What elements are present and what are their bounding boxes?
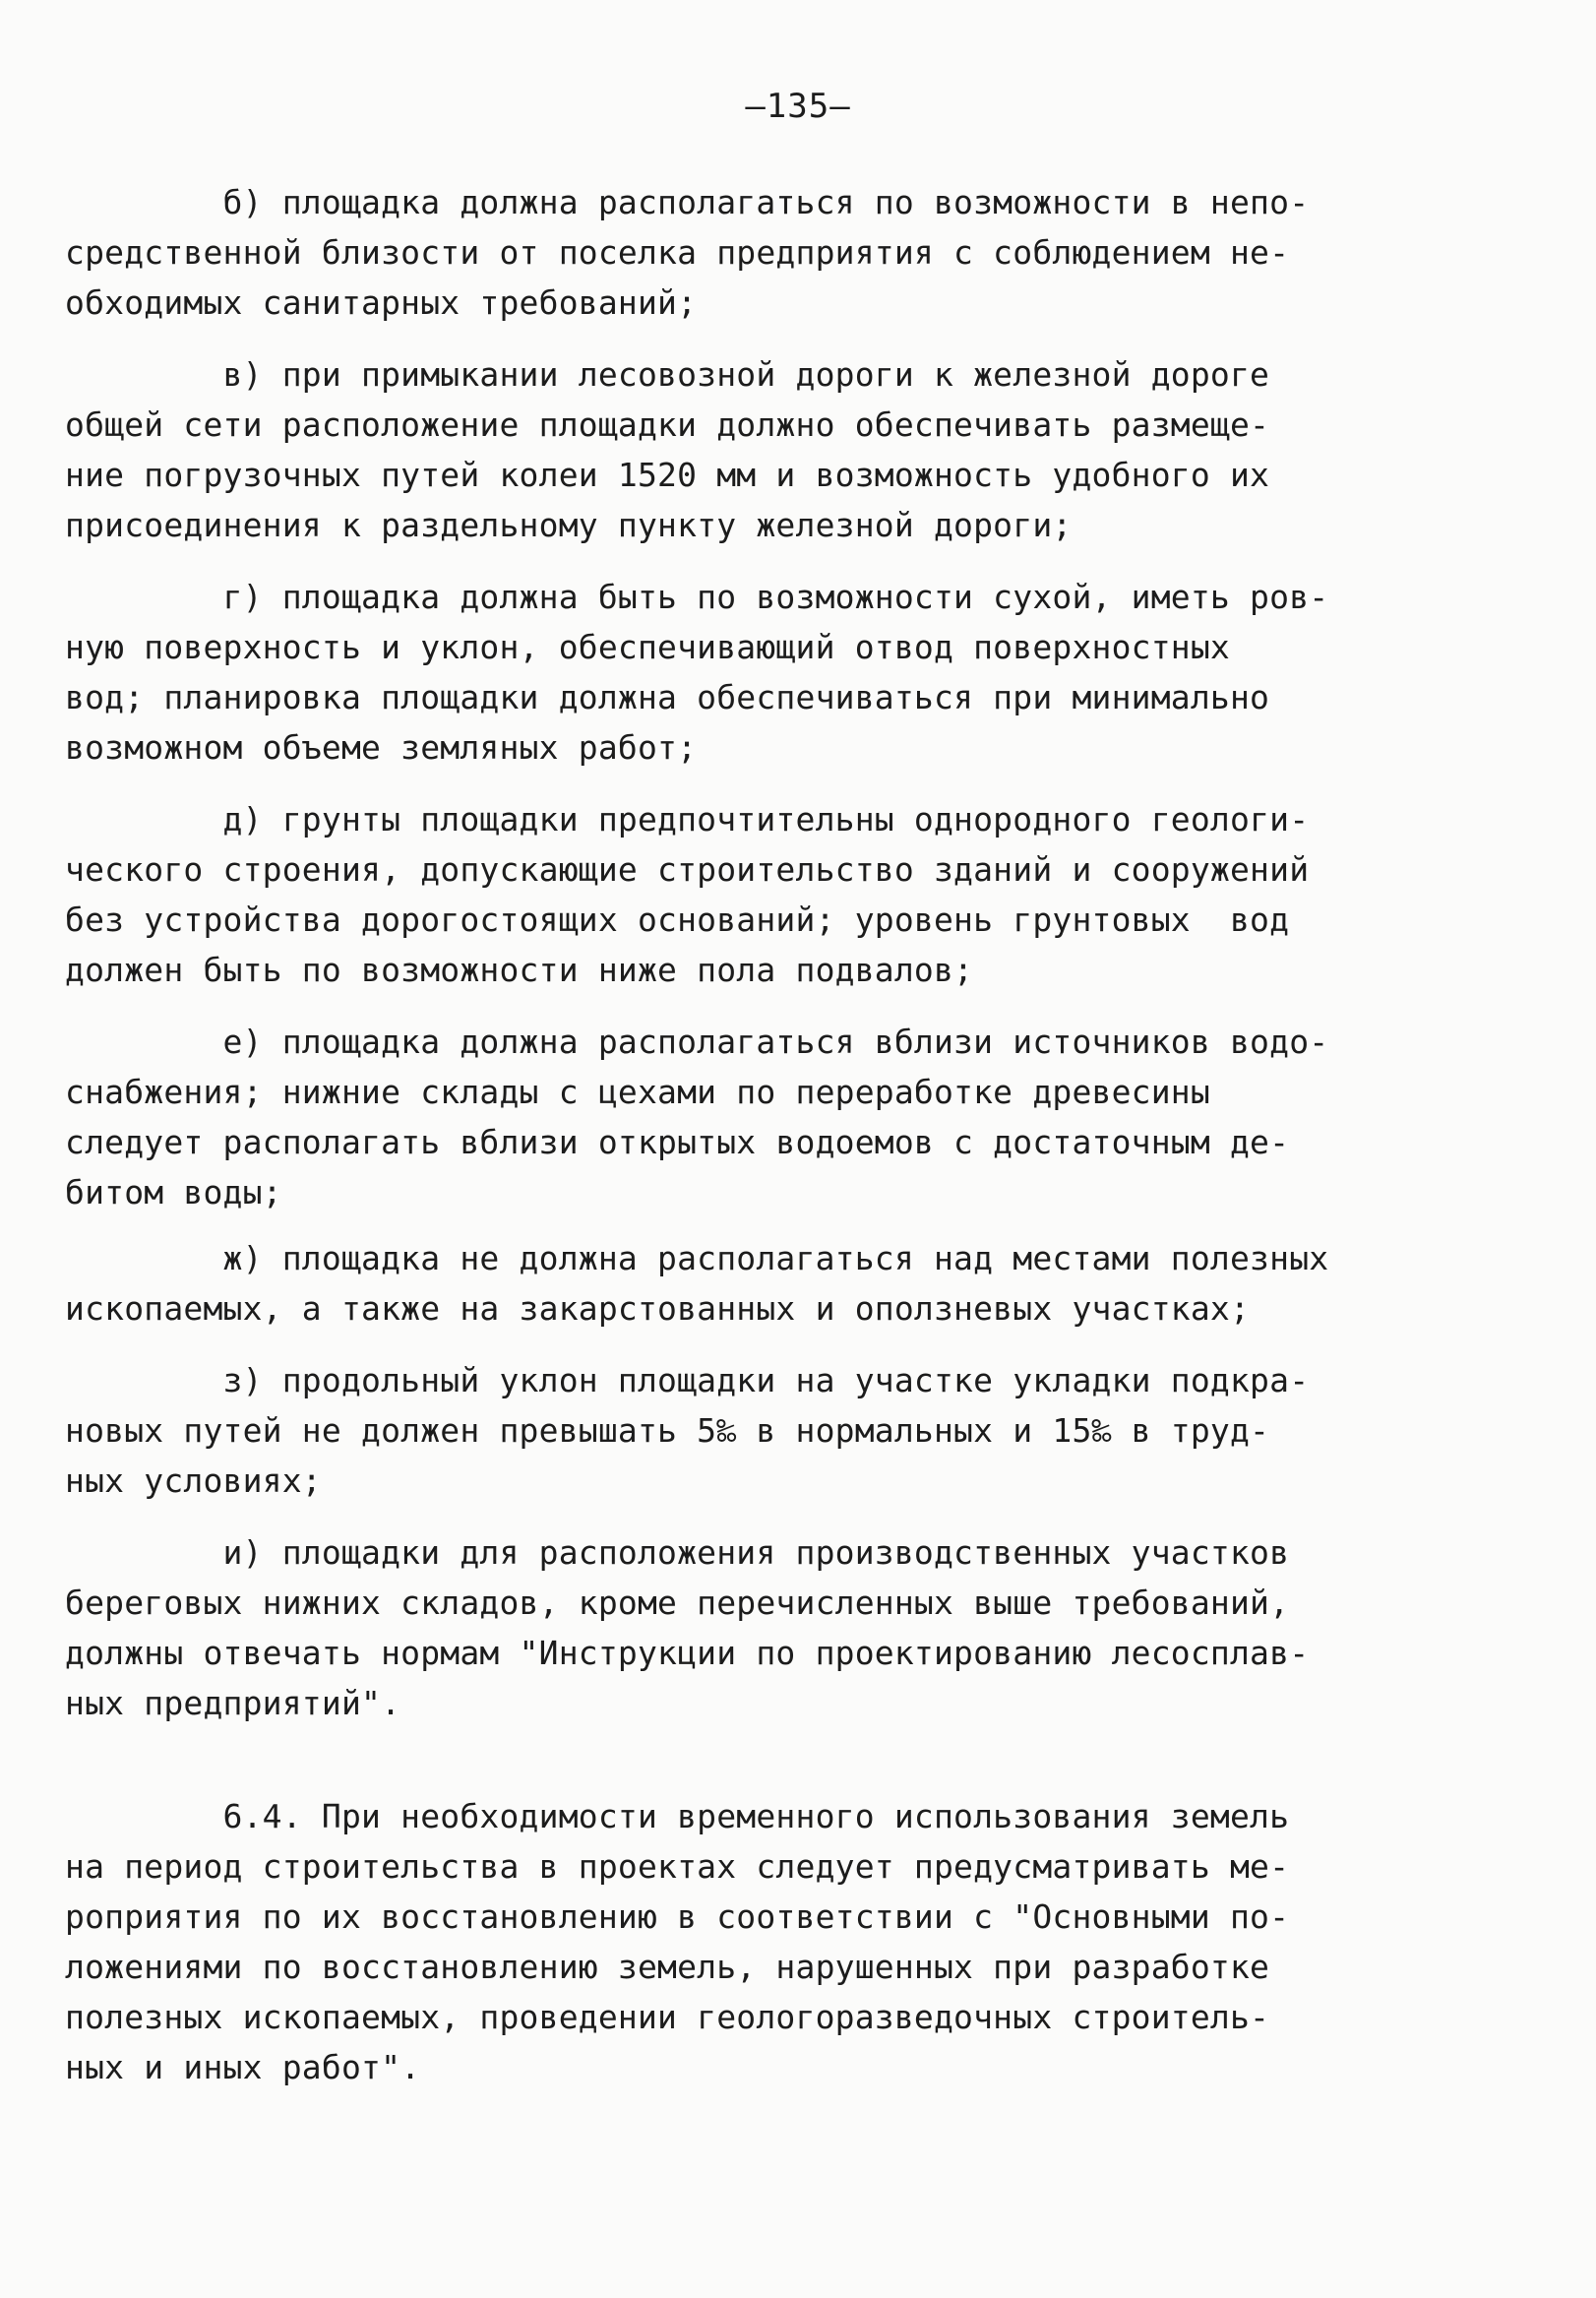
text-line: б) площадка должна располагаться по возможности в непо- bbox=[65, 183, 1310, 221]
document-body bbox=[65, 177, 1403, 2092]
text-line: ных условиях; bbox=[65, 1461, 322, 1500]
text-line: следует располагать вблизи открытых водоемов с достаточным де- bbox=[65, 1123, 1290, 1161]
text-line: новых путей не должен превышать 5‰ в нормальных и 15‰ в труд- bbox=[65, 1411, 1270, 1450]
paragraph-i bbox=[65, 1527, 1403, 1728]
text-line: г) площадка должна быть по возможности сухой, иметь ров- bbox=[65, 578, 1329, 616]
text-line: должен быть по возможности ниже пола подвалов; bbox=[65, 951, 974, 989]
text-line: 6.4. При необходимости временного использования земель bbox=[65, 1797, 1290, 1835]
paragraph-v bbox=[65, 349, 1403, 550]
text-line: обходимых санитарных требований; bbox=[65, 283, 698, 322]
text-line: береговых нижних складов, кроме перечисленных выше требований, bbox=[65, 1584, 1290, 1622]
text-line: вод; планировка площадки должна обеспечиваться при минимально bbox=[65, 678, 1270, 716]
paragraph-6-4 bbox=[65, 1791, 1403, 2092]
text-line: з) продольный уклон площадки на участке укладки подкра- bbox=[65, 1361, 1310, 1399]
text-line: снабжения; нижние склады с цехами по переработке древесины bbox=[65, 1073, 1210, 1111]
text-line: д) грунты площадки предпочтительны однородного геологи- bbox=[65, 800, 1310, 838]
text-line: ж) площадка не должна располагаться над местами полезных bbox=[65, 1239, 1329, 1277]
text-line: возможном объеме земляных работ; bbox=[65, 728, 698, 767]
text-line: ископаемых, а также на закарстованных и оползневых участках; bbox=[65, 1289, 1251, 1328]
paragraph-d bbox=[65, 794, 1403, 995]
text-line: общей сети расположение площадки должно обеспечивать размеще- bbox=[65, 405, 1270, 444]
text-line: ных и иных работ". bbox=[65, 2048, 421, 2086]
text-line: средственной близости от поселка предприятия с соблюдением не- bbox=[65, 233, 1290, 272]
text-line: ложениями по восстановлению земель, нарушенных при разработке bbox=[65, 1948, 1270, 1986]
text-line: ние погрузочных путей колеи 1520 мм и возможность удобного их bbox=[65, 456, 1270, 494]
text-line: присоединения к раздельному пункту железной дороги; bbox=[65, 506, 1073, 544]
paragraph-g bbox=[65, 572, 1403, 773]
text-line: полезных ископаемых, проведении геологоразведочных строитель- bbox=[65, 1998, 1270, 2036]
paragraph-zh bbox=[65, 1233, 1403, 1334]
text-line: в) при примыкании лесовозной дороги к железной дороге bbox=[65, 355, 1270, 394]
text-line: и) площадки для расположения производственных участков bbox=[65, 1533, 1290, 1572]
text-line: без устройства дорогостоящих оснований; уровень грунтовых вод bbox=[65, 901, 1290, 939]
text-line: должны отвечать нормам "Инструкции по проектированию лесосплав- bbox=[65, 1634, 1310, 1672]
text-line: на период строительства в проектах следует предусматривать ме- bbox=[65, 1847, 1290, 1886]
text-line: ную поверхность и уклон, обеспечивающий отвод поверхностных bbox=[65, 628, 1230, 666]
text-line: битом воды; bbox=[65, 1173, 282, 1211]
paragraph-b bbox=[65, 177, 1403, 328]
text-line: ческого строения, допускающие строительство зданий и сооружений bbox=[65, 850, 1310, 889]
page-number: —135— bbox=[745, 87, 851, 126]
text-line: е) площадка должна располагаться вблизи источников водо- bbox=[65, 1023, 1329, 1061]
paragraph-e bbox=[65, 1017, 1403, 1217]
paragraph-z bbox=[65, 1355, 1403, 1506]
text-line: ных предприятий". bbox=[65, 1684, 401, 1722]
text-line: роприятия по их восстановлению в соответствии с "Основными по- bbox=[65, 1897, 1290, 1936]
